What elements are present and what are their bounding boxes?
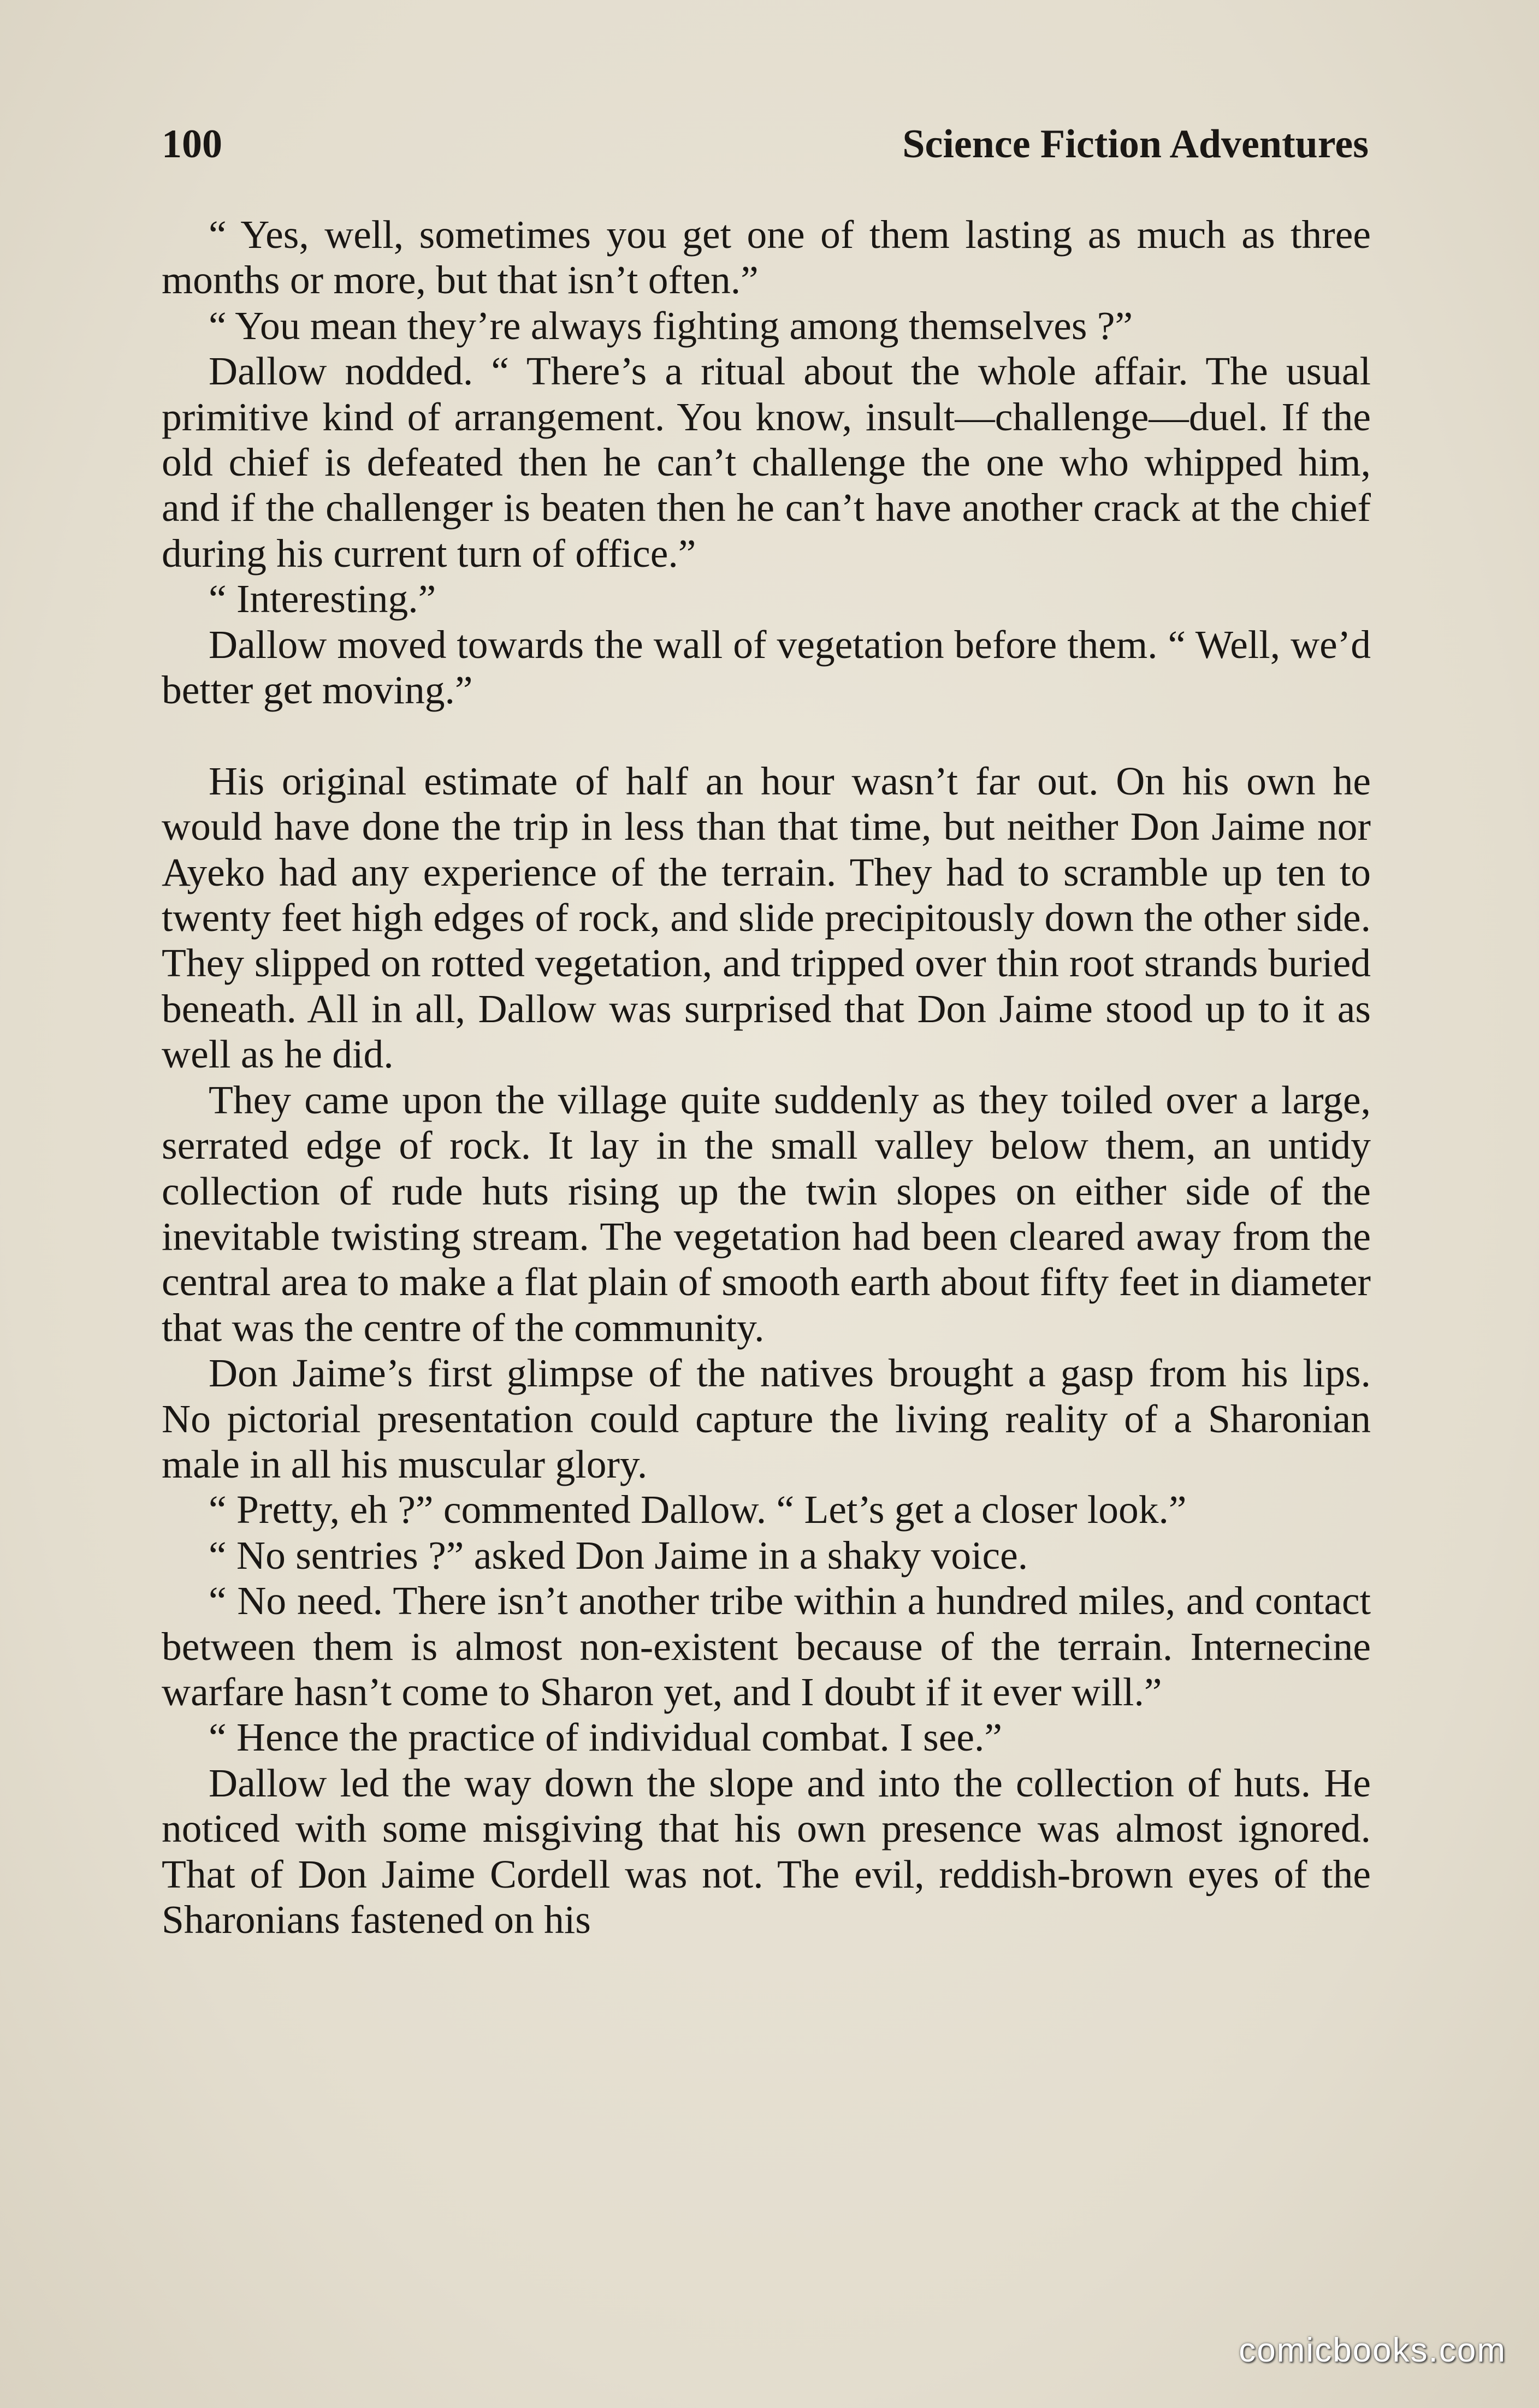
paragraph: “ Interesting.” xyxy=(209,577,436,621)
source-watermark: comicbooks.com xyxy=(1239,2332,1506,2369)
paragraph: Dallow moved towards the wall of vegetation before them. “ Well, we’d better get moving.” xyxy=(162,622,1371,713)
paragraph: Dallow led the way down the slope and into the collection of huts. He noticed with some misgiving that his own presence was almost ignored. That of Don Jaime Cordell was not. The evil, reddish-brown eyes of the Sharonians fastened on his xyxy=(162,1760,1371,1942)
paragraph: “ Pretty, eh ?” commented Dallow. “ Let’s get a closer look.” xyxy=(209,1487,1187,1532)
paragraph: “ Yes, well, sometimes you get one of them lasting as much as three months or more, but that isn’t often.” xyxy=(162,212,1371,303)
page-number: 100 xyxy=(162,122,222,167)
paragraph: “ You mean they’re always fighting among themselves ?” xyxy=(209,303,1133,348)
page-header xyxy=(162,121,1369,181)
paragraph: Don Jaime’s first glimpse of the natives brought a gasp from his lips. No pictorial presentation could capture the living reality of a Sharonian male in all his muscular glory. xyxy=(162,1351,1371,1486)
paragraph: “ No sentries ?” asked Don Jaime in a shaky voice. xyxy=(209,1533,1028,1577)
running-title: Science Fiction Adventures xyxy=(902,122,1369,167)
body-text xyxy=(162,212,1371,1942)
paragraph: “ No need. There isn’t another tribe within a hundred miles, and contact between them is almost non-existent because of the terrain. Internecine warfare hasn’t come to Sharon yet, and I doubt if it ever will.” xyxy=(162,1579,1371,1714)
paragraph: Dallow nodded. “ There’s a ritual about the whole affair. The usual primitive kind of arrangement. You know, insult—challenge—duel. If the old chief is defeated then he can’t challenge the one who whipped him, and if the challenger is beaten then he can’t have another crack at the chief during his current turn of office.” xyxy=(162,349,1371,576)
paragraph: His original estimate of half an hour wasn’t far out. On his own he would have done the trip in less than that time, but neither Don Jaime nor Ayeko had any experience of the terrain. They had to scramble up ten to twenty feet high edges of rock, and slide precipitously down the other side. They slipped on rotted vegetation, and tripped over thin root strands buried beneath. All in all, Dallow was surprised that Don Jaime stood up to it as well as he did. xyxy=(162,758,1371,1077)
paragraph: They came upon the village quite suddenly as they toiled over a large, serrated edge of rock. It lay in the small valley below them, an untidy collection of rude huts rising up the twin slopes on either side of the inevitable twisting stream. The vegetation had been cleared away from the central area to make a flat plain of smooth earth about fifty feet in diameter that was the centre of the community. xyxy=(162,1077,1371,1350)
paragraph: “ Hence the practice of individual combat. I see.” xyxy=(209,1715,1002,1760)
